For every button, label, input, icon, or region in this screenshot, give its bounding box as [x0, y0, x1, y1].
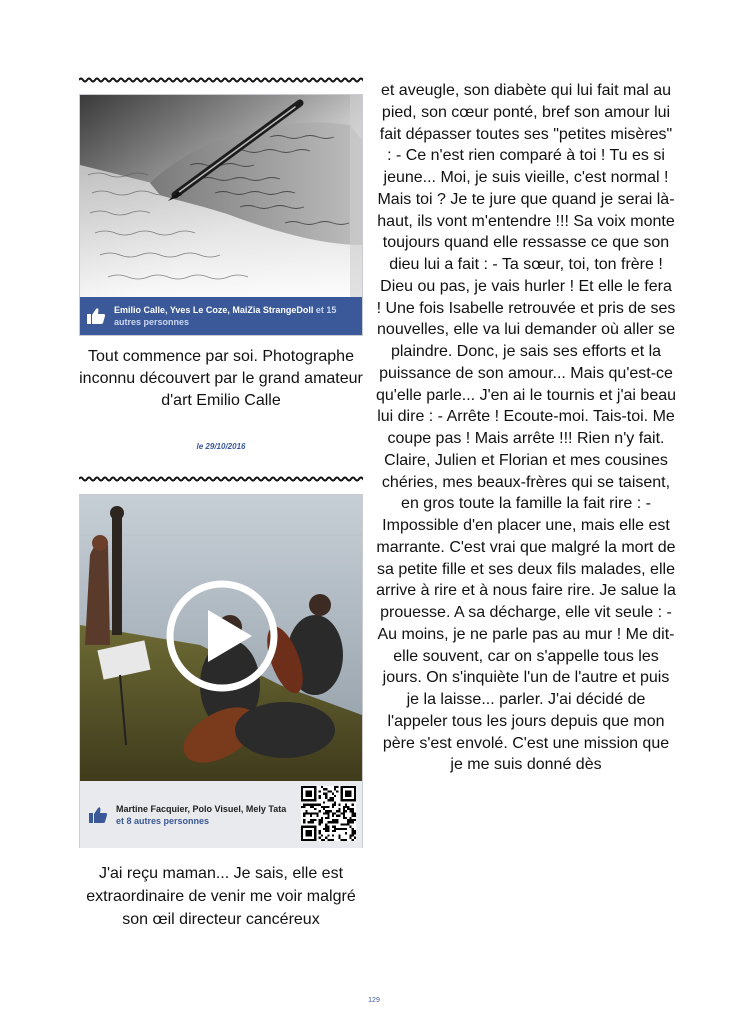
likes-text — [116, 803, 296, 827]
post-caption-video: J'ai reçu maman... Je sais, elle est extraordinaire de venir me voir malgré son œil directeur cancéreux — [86, 865, 356, 928]
likes-bar — [80, 297, 362, 335]
post-caption: Tout commence par soi. Photographe inconnu découvert par le grand amateur d'art Emilio Calle — [79, 348, 363, 409]
thumbs-up-icon[interactable] — [86, 307, 106, 325]
wavy-divider-middle — [79, 475, 363, 483]
likes-text — [114, 304, 356, 328]
video-thumbnail[interactable] — [80, 495, 362, 781]
photo-post-handwriting — [79, 94, 363, 336]
likes-count[interactable]: et 8 autres personnes — [116, 815, 210, 826]
video-post-musicians — [79, 494, 363, 848]
wavy-divider-top — [79, 76, 363, 84]
likes-names[interactable]: Martine Facquier, Polo Visuel, Mely Tata — [116, 803, 287, 814]
thumbs-up-icon[interactable] — [88, 806, 108, 824]
play-icon[interactable] — [166, 580, 278, 692]
page-number: 129 — [368, 997, 380, 1004]
likes-bar-grey — [80, 781, 362, 848]
likes-count[interactable]: et 15 autres personnes — [114, 305, 337, 327]
post-date: le 29/10/2016 — [196, 442, 246, 451]
qr-code[interactable] — [301, 786, 356, 841]
likes-names[interactable]: Emilio Calle, Yves Le Coze, MaiZia StrangeDoll — [114, 305, 314, 315]
handwriting-photo — [80, 95, 362, 297]
body-text-column: et aveugle, son diabète qui lui fait mal au pied, son cœur ponté, bref son amour lui fait dépasser toutes ses "petites misères" : - Ce n'est rien comparé à toi ! Tu es si jeune... Moi, je suis vieille, c'est normal ! Mais toi ? Je te jure que quand je serai là-haut, ils vont m'entendre !!! Sa voix monte toujours quand elle ressasse ce que son dieu lui a fait : - Ta sœur, toi, ton frère ! Dieu ou pas, je vais hurler ! Et elle le fera ! Une fois Isabelle retrouvée et pris de ses nouvelles, elle va lui demander où aller se plaindre. Donc, je sais ses efforts et la puissance de son amour... Mais qu'est-ce qu'elle parle... J'en ai le tournis et j'ai beau lui dire : - Arrête ! Ecoute-moi. Tais-toi. Me coupe pas ! Mais arrête !!! Rien n'y fait. Claire, Julien et Florian et mes cousines chéries, mes beaux-frères qui se taisent, en gros toute la famille la fait rire : - Impossible d'en placer une, mais elle est marrante. C'est vrai que malgré la mort de sa petite fille et ses deux fils malades, elle arrive à rire et à nous faire rire. Je salue la prouesse. A sa décharge, elle vit seule : - Au moins, je ne parle pas au mur ! Me dit-elle souvent, car on s'appelle tous les jours. On s'inquiète l'un de l'autre et puis je la laisse... parler. J'ai décidé de l'appeler tous les jours depuis que mon père s'est envolé. C'est une mission que je me suis donné dès — [376, 82, 677, 774]
